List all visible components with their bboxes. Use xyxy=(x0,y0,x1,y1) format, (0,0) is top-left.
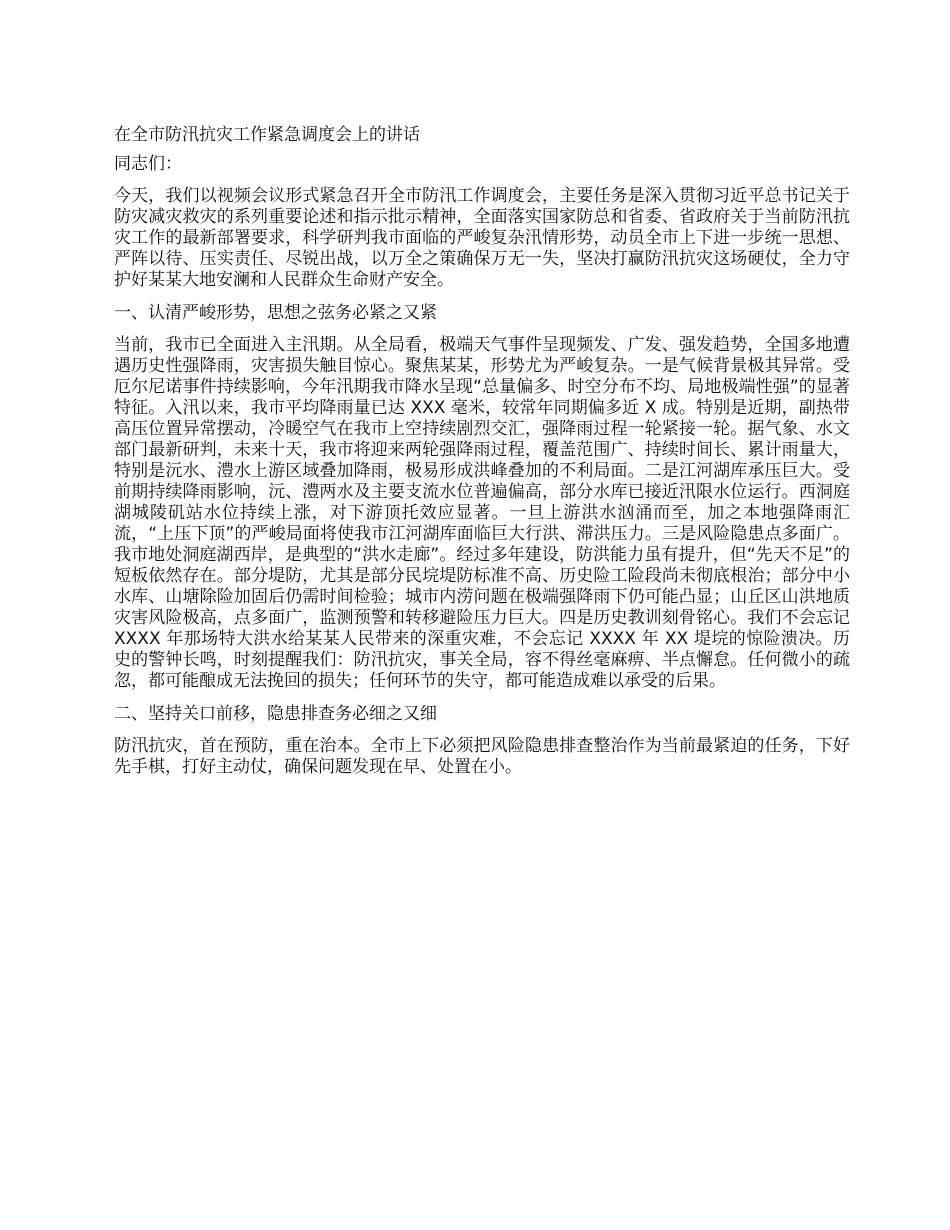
document-title: 在全市防汛抗灾工作紧急调度会上的讲话 xyxy=(114,125,420,145)
document-page xyxy=(114,124,850,789)
section-2-heading: 二、坚持关口前移，隐患排查务必细之又细 xyxy=(114,704,437,724)
section-2-paragraph: 防汛抗灾，首在预防，重在治本。全市上下必须把风险隐患排查整治作为当前最紧迫的任务，下好先手棋，打好主动仗，确保问题发现在早、处置在小。 xyxy=(114,736,850,777)
section-1-paragraph: 当前，我市已全面进入主汛期。从全局看，极端天气事件呈现频发、广发、强发趋势，全国多地遭遇历史性强降雨，灾害损失触目惊心。聚焦某某，形势尤为严峻复杂。一是气候背景极其异常。受厄尔尼诺事件持续影响，今年汛期我市降水呈现“总量偏多、时空分布不均、局地极端性强”的显著特征。入汛以来，我市平均降雨量已达 XXX 毫米，较常年同期偏多近 X 成。特别是近期，副热带高压位置异常摆动，冷暖空气在我市上空持续剧烈交汇，强降雨过程一轮紧接一轮。据气象、水文部门最新研判，未来十天，我市将迎来两轮强降雨过程，覆盖范围广、持续时间长、累计雨量大，特别是沅水、澧水上游区域叠加降雨，极易形成洪峰叠加的不利局面。二是江河湖库承压巨大。受前期持续降雨影响，沅、澧两水及主要支流水位普遍偏高，部分水库已接近汛限水位运行。西洞庭湖城陵矶站水位持续上涨，对下游顶托效应显著。一旦上游洪水汹涌而至，加之本地强降雨汇流，“上压下顶”的严峻局面将使我市江河湖库面临巨大行洪、滞洪压力。三是风险隐患点多面广。我市地处洞庭湖西岸，是典型的“洪水走廊”。经过多年建设，防洪能力虽有提升，但“先天不足”的短板依然存在。部分堤防，尤其是部分民垸堤防标准不高、历史险工险段尚未彻底根治；部分中小水库、山塘除险加固后仍需时间检验；城市内涝问题在极端强降雨下仍可能凸显；山丘区山洪地质灾害风险极高，点多面广，监测预警和转移避险压力巨大。四是历史教训刻骨铭心。我们不会忘记 XXXX 年那场特大洪水给某某人民带来的深重灾难，不会忘记 XXXX 年 XX 堤垸的惊险溃决。历史的警钟长鸣，时刻提醒我们：防汛抗灾，事关全局，容不得丝毫麻痹、半点懈怠。任何微小的疏忽，都可能酿成无法挽回的损失；任何环节的失守，都可能造成难以承受的后果。 xyxy=(114,335,850,691)
section-1-heading: 一、认清严峻形势，思想之弦务必紧之又紧 xyxy=(114,303,437,323)
salutation: 同志们： xyxy=(114,154,182,174)
intro-paragraph: 今天，我们以视频会议形式紧急召开全市防汛工作调度会，主要任务是深入贯彻习近平总书记关于防灾减灾救灾的系列重要论述和指示批示精神，全面落实国家防总和省委、省政府关于当前防汛抗灾工作的最新部署要求，科学研判我市面临的严峻复杂汛情形势，动员全市上下进一步统一思想、严阵以待、压实责任、尽锐出战，以万全之策确保万无一失，坚决打赢防汛抗灾这场硬仗，全力守护好某某大地安澜和人民群众生命财产安全。 xyxy=(114,186,850,290)
